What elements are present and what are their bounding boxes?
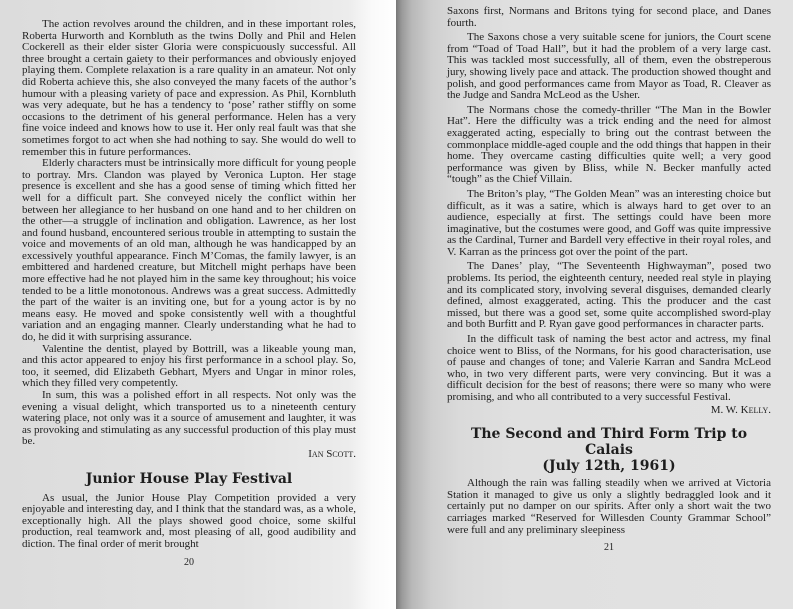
paragraph: The Normans chose the comedy-thriller “The Man in the Bowler Hat”. Here the difficulty was a trick ending and the need for almost exaggerated acting, especially to bring out the contrast between the commonplace middle-aged couple and the odd things that happen in their home. They overcame casting difficulties quite well; a very good performance was given by Bliss, while N. Becker manfully acted “tough” as the Chief Villain.: [447, 103, 771, 186]
paragraph: In sum, this was a polished effort in all respects. Not only was the evening a visual delight, which transported us to a nineteenth century watering place, not only was it a source of amusement and laughter, it was as provoking and stimulating as any successful production of this play must be.: [22, 389, 356, 448]
section-heading: [447, 426, 771, 474]
right-page-text-column: [447, 6, 771, 536]
paragraph: Although the rain was falling steadily when we arrived at Victoria Station it managed to give us only a slightly bedraggled look and it certainly put no damper on our spirits. After only a short wait the two carriages marked “Reserved for Willesden County Grammar School” were full and any preliminary sleepiness: [447, 477, 771, 536]
paragraph: As usual, the Junior House Play Competition provided a very enjoyable and interesting day, and I think that the standard was, as a whole, exceptionally high. All the plays showed good choice, some skilful production, real teamwork and, most pleasing of all, good audibility and diction. The final order of merit brought: [22, 491, 356, 550]
paragraph: The Briton’s play, “The Golden Mean” was an interesting choice but difficult, as it was a satire, which is always hard to get over to an audience, especially at first. The settings could have been more imaginative, but the costumes were good, and Goff was quite impressive as the Cardinal, Turner and Bardell very effective in their royal roles, and V. Karran as the princess got over the point of the part.: [447, 187, 771, 258]
paragraph: The action revolves around the children, and in these important roles, Roberta Hurworth and Kornbluth as the twins Dolly and Phil and Helen Cockerell as their elder sister Gloria were conspicuously successful. All three brought a certain gaiety to their performances and obviously enjoyed playing them. Complete relaxation is a rare quality in an amateur. Not only did Roberta achieve this, she also conveyed the many facets of the author’s humour with a pleasing variety of pace and expression. As Phil, Kornbluth was very adequate, but he has a tendency to ‘pose’ rather stiffly on some occasions to the detriment of his general performance. Helen has a very fine voice indeed and knows how to use it. Her only real fault was that she sometimes forgot to act when she had nothing to say. She would do well to remember this in future performances.: [22, 18, 356, 158]
section-heading-line-2: (July 12th, 1961): [542, 458, 676, 475]
paragraph: Elderly characters must be intrinsically more difficult for young people to portray. Mrs. Clandon was played by Veronica Lupton. Her stage presence is excellent and she has a good sense of timing which fitted her well for a difficult part. She conveyed nicely the conflict within her between her allegiance to her husband on one hand and to her children on the other—a struggle of inclination and obligation. Lawrence, as her lost and found husband, encountered serious trouble in attempting to sustain the voice and movements of an old man, although he was handicapped by an excessively youthful appearance. Finch M’Comas, the family lawyer, is an embittered and hardened creature, but Mitchell might perhaps have been more effective had he not played him in the same key throughout; his voice tended to be a little monotonous. Andrews was a great success. Admittedly the part of the waiter is an inviting one, but for a young actor is by no means easy. He moved and spoke consistently well with a thoughtful variation and an engaging manner. Clearly understanding what he had to do, he did it with surprising assurance.: [22, 157, 356, 344]
author-signature: Ian Scott.: [308, 447, 356, 460]
section-heading-line-1: The Second and Third Form Trip to Calais: [470, 426, 748, 459]
paragraph: The Saxons chose a very suitable scene for juniors, the Court scene from “Toad of Toad Hall”, but it had the problem of a very large cast. This was tackled most successfully, all of them, even the obstreperous jury, showing lively pace and attack. The production showed thought and polish, and good performances came from Mayor as Toad, R. Cleaver as the Judge and Sandra McLeod as the Usher.: [447, 31, 771, 102]
paragraph: Valentine the dentist, played by Bottrill, was a likeable young man, and this actor appeared to enjoy his first performance in a school play. So, too, it seemed, did Elizabeth Gebhart, Myers and Ungar in minor roles, which they filled very competently.: [22, 342, 356, 390]
paragraph: In the difficult task of naming the best actor and actress, my final choice went to Bliss, of the Normans, for his good characterisation, use of pause and changes of tone; and Valerie Karran and Sandra McLeod who, in two very different parts, were very convincing. But it was a difficult decision for the best of reasons; there were so many who were promising, and who all contributed to a very successful Festival.: [447, 333, 771, 403]
left-page: [0, 0, 396, 609]
page-number: 20: [184, 556, 194, 568]
author-signature: M. W. Kelly.: [710, 403, 771, 416]
right-page: [396, 0, 793, 609]
section-heading: Junior House Play Festival: [85, 470, 293, 487]
left-page-text-column: [22, 19, 356, 551]
paragraph: Saxons first, Normans and Britons tying for second place, and Danes fourth.: [447, 5, 771, 29]
paragraph: The Danes’ play, “The Seventeenth Highwayman”, posed two problems. Its period, the eighteenth century, needed real style in playing and its complicated story, involving several disguises, demanded clearly defined, almost exaggerated, acting. This the producer and the cast missed, but there was a good set, some quite accomplished sword-play and both Burfitt and P. Ryan gave good performances in character parts.: [447, 260, 771, 331]
page-number: 21: [604, 542, 614, 554]
